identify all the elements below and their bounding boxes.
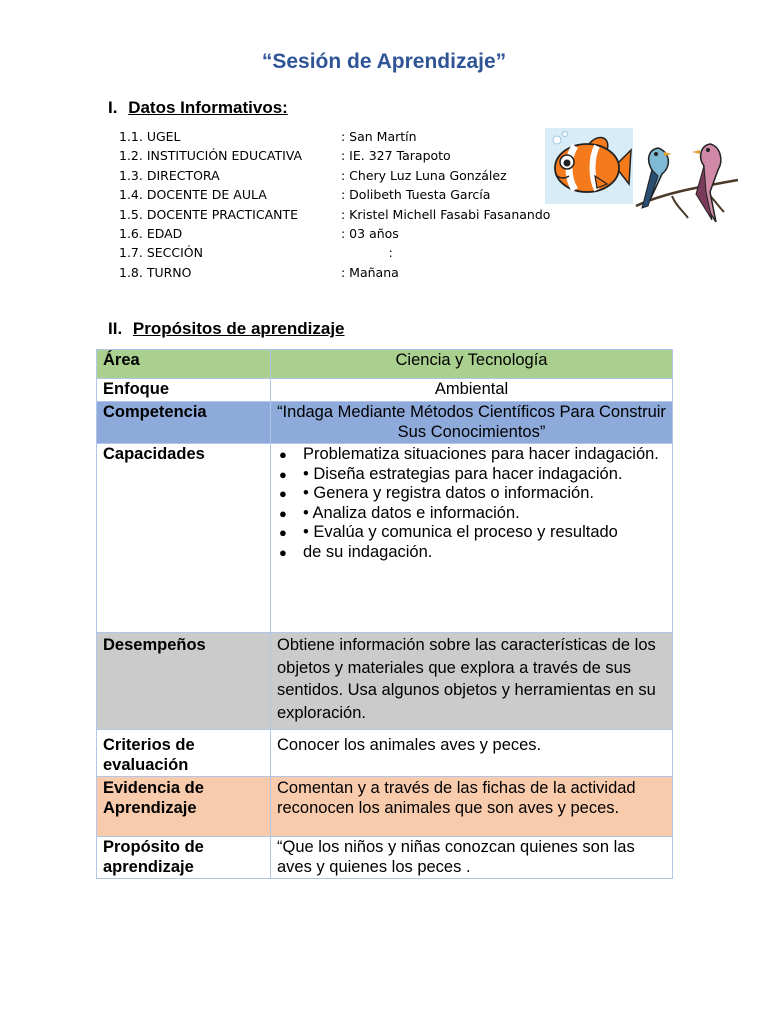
info-value: : 03 años	[341, 225, 399, 241]
section-label: Datos Informativos:	[128, 98, 288, 117]
info-row-directora	[119, 166, 579, 185]
row-label: Competencia	[97, 402, 271, 444]
row-value: Obtiene información sobre las características de los objetos y materiales que explora a través de sus sentidos. Usa algunos objetos y herramientas en su exploración.	[271, 633, 673, 730]
page-title: “Sesión de Aprendizaje”	[261, 50, 507, 73]
section-number: II.	[108, 319, 123, 338]
row-label: Evidencia de Aprendizaje	[97, 777, 271, 837]
row-value: “Indaga Mediante Métodos Científicos Para Construir Sus Conocimientos”	[271, 402, 673, 444]
row-label: Propósito de aprendizaje	[97, 837, 271, 879]
info-key: 1.8. TURNO	[119, 264, 192, 280]
capacidades-list	[277, 445, 666, 562]
table-row-desempenos	[97, 633, 673, 730]
row-label: Área	[97, 350, 271, 379]
info-list	[119, 127, 579, 282]
propositos-table	[96, 349, 673, 879]
info-key: 1.3. DIRECTORA	[119, 167, 220, 183]
info-key: 1.7. SECCIÓN	[119, 245, 203, 261]
table-row-capacidades	[97, 444, 673, 633]
row-value: “Que los niños y niñas conozcan quienes son las aves y quienes los peces .	[271, 837, 673, 879]
clownfish-image	[545, 128, 633, 204]
info-key: 1.6. EDAD	[119, 225, 183, 241]
section-propositos	[108, 319, 345, 339]
info-value: : Chery Luz Luna González	[341, 167, 507, 183]
info-value: :	[341, 245, 393, 261]
row-value: Ambiental	[271, 379, 673, 402]
info-row-institucion	[119, 146, 579, 165]
table-row-proposito	[97, 837, 673, 879]
info-row-turno	[119, 263, 579, 282]
info-value: : IE. 327 Tarapoto	[341, 148, 451, 164]
info-value: : San Martín	[341, 129, 417, 144]
info-row-edad	[119, 224, 579, 243]
list-item: ● • Analiza datos e información.	[303, 504, 666, 524]
info-key: 1.5. DOCENTE PRACTICANTE	[119, 206, 299, 222]
row-label: Enfoque	[97, 379, 271, 402]
section-datos-informativos	[108, 98, 288, 118]
info-value: : Mañana	[341, 264, 399, 280]
table-row-competencia	[97, 402, 673, 444]
info-row-ugel	[119, 127, 579, 146]
row-value: Ciencia y Tecnología	[271, 350, 673, 379]
info-row-seccion	[119, 243, 579, 262]
row-label: Capacidades	[97, 444, 271, 633]
row-value: Conocer los animales aves y peces.	[271, 730, 673, 777]
info-value: : Kristel Michell Fasabi Fasanando	[341, 206, 551, 222]
birds-image	[632, 136, 740, 232]
list-item: ● • Diseña estrategias para hacer indagación.	[303, 465, 666, 485]
section-label: Propósitos de aprendizaje	[132, 319, 345, 338]
info-row-docente-aula	[119, 185, 579, 204]
list-item: ● Problematiza situaciones para hacer indagación.	[303, 445, 666, 465]
list-item: ● de su indagación.	[303, 543, 666, 563]
info-key: 1.1. UGEL	[119, 129, 181, 144]
table-row-criterios	[97, 730, 673, 777]
info-row-docente-practicante	[119, 205, 579, 224]
list-item: ● • Evalúa y comunica el proceso y resultado	[303, 523, 666, 543]
table-row-evidencia	[97, 777, 673, 837]
row-label: Desempeños	[97, 633, 271, 730]
row-value	[271, 444, 673, 633]
info-key: 1.2. INSTITUCIÓN EDUCATIVA	[119, 148, 303, 164]
table-row-enfoque	[97, 379, 673, 402]
row-label: Criterios de evaluación	[97, 730, 271, 777]
row-value: Comentan y a través de las fichas de la actividad reconocen los animales que son aves y peces.	[271, 777, 673, 837]
info-value: : Dolibeth Tuesta García	[341, 187, 491, 203]
section-number: I.	[108, 98, 118, 117]
list-item: ● • Genera y registra datos o información.	[303, 484, 666, 504]
info-key: 1.4. DOCENTE DE AULA	[119, 187, 267, 203]
table-row-area	[97, 350, 673, 379]
